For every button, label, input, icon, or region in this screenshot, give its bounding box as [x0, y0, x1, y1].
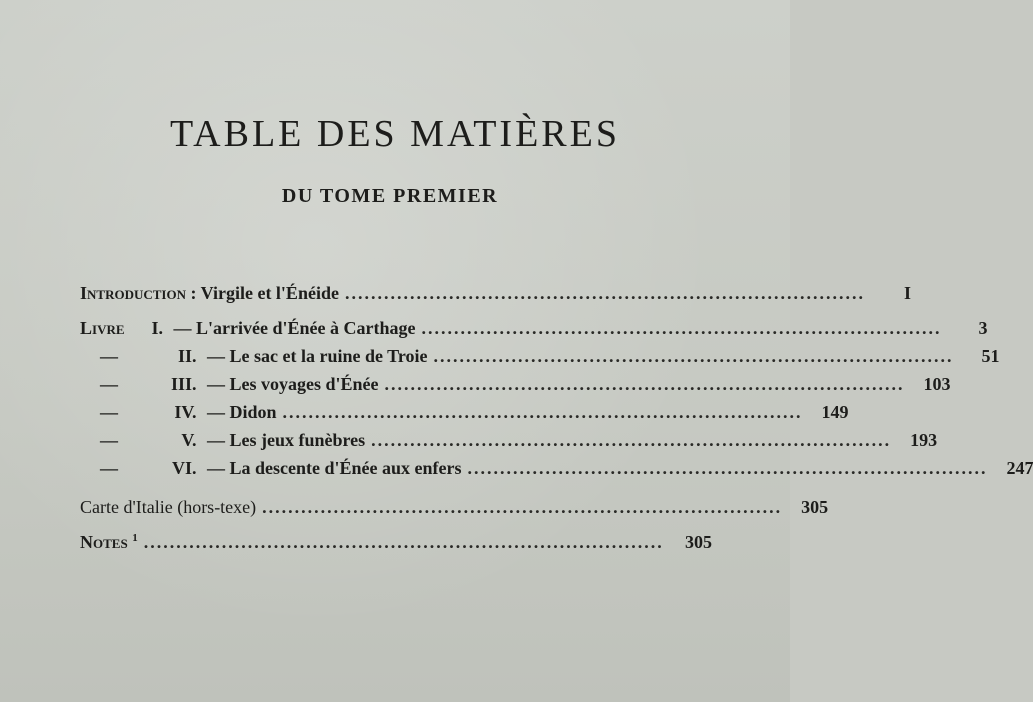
ditto-dash: — — [100, 346, 118, 366]
toc-entry-notes — [80, 532, 712, 558]
dot-leader: ................................................................................ — [371, 430, 892, 450]
page-number: 3 — [978, 318, 988, 338]
dot-leader: ................................................................................ — [467, 458, 988, 478]
page-number: 305 — [801, 497, 829, 517]
ditto-dash: — — [100, 374, 118, 394]
dot-leader: ................................................................................ — [282, 402, 803, 422]
toc-entry-book-6 — [80, 458, 1033, 484]
book-numeral: III. — [170, 374, 197, 394]
toc-entry-label — [80, 430, 365, 451]
page-number: 305 — [685, 532, 712, 552]
book-title: — Didon — [207, 402, 277, 422]
toc-entry-book-2 — [80, 346, 1000, 372]
toc-entry-book-4 — [80, 402, 849, 428]
toc-entry-label — [80, 346, 427, 367]
ditto-dash: — — [100, 402, 118, 422]
livre-label: Livre — [80, 318, 125, 338]
ditto-dash: — — [100, 430, 118, 450]
dot-leader: ................................................................................ — [143, 532, 664, 552]
carte-text: Carte d'Italie (hors-texe) — [80, 497, 257, 517]
dot-leader: ................................................................................ — [344, 283, 865, 303]
book-numeral: IV. — [174, 402, 197, 422]
page-number: 149 — [821, 402, 849, 422]
dot-leader: ................................................................................ — [421, 318, 942, 338]
notes-label: Notes — [80, 532, 128, 552]
book-title: — L'arrivée d'Énée à Carthage — [173, 318, 416, 338]
toc-entry-introduction — [80, 283, 911, 309]
dot-leader: ................................................................................ — [433, 346, 954, 366]
book-title: — Les jeux funèbres — [207, 430, 366, 450]
page-number: 103 — [923, 374, 951, 394]
toc-entry-label — [80, 318, 415, 339]
book-numeral: VI. — [171, 458, 197, 478]
page-subtitle: DU TOME PREMIER — [281, 185, 499, 207]
toc-entry-book-3 — [80, 374, 951, 400]
dot-leader: ................................................................................ — [384, 374, 905, 394]
toc-entry-book-1 — [80, 318, 988, 344]
toc-entry-label — [80, 374, 379, 395]
introduction-text: : Virgile et l'Énéide — [190, 283, 339, 303]
book-numeral: V. — [181, 430, 197, 450]
toc-entry-book-5 — [80, 430, 938, 456]
book-numeral: I. — [151, 318, 164, 338]
footnote-marker: 1 — [132, 532, 138, 544]
book-title: — Le sac et la ruine de Troie — [207, 346, 428, 366]
page-number: 193 — [910, 430, 938, 450]
book-title: — La descente d'Énée aux enfers — [207, 458, 462, 478]
page-number: 247 — [1006, 458, 1033, 478]
introduction-label: Introduction — [80, 283, 186, 303]
toc-entry-carte — [80, 497, 829, 523]
dot-leader: ................................................................................ — [262, 497, 783, 517]
page-number: 51 — [981, 346, 1000, 366]
page-number: I — [903, 283, 911, 303]
book-title: — Les voyages d'Énée — [207, 374, 379, 394]
toc-entry-label — [80, 458, 461, 479]
page-title: TABLE DES MATIÈRES — [170, 113, 620, 155]
book-numeral: II. — [177, 346, 197, 366]
ditto-dash: — — [100, 458, 118, 478]
toc-entry-label — [80, 283, 339, 304]
toc-entry-label — [80, 402, 277, 423]
toc-entry-label — [80, 532, 138, 553]
